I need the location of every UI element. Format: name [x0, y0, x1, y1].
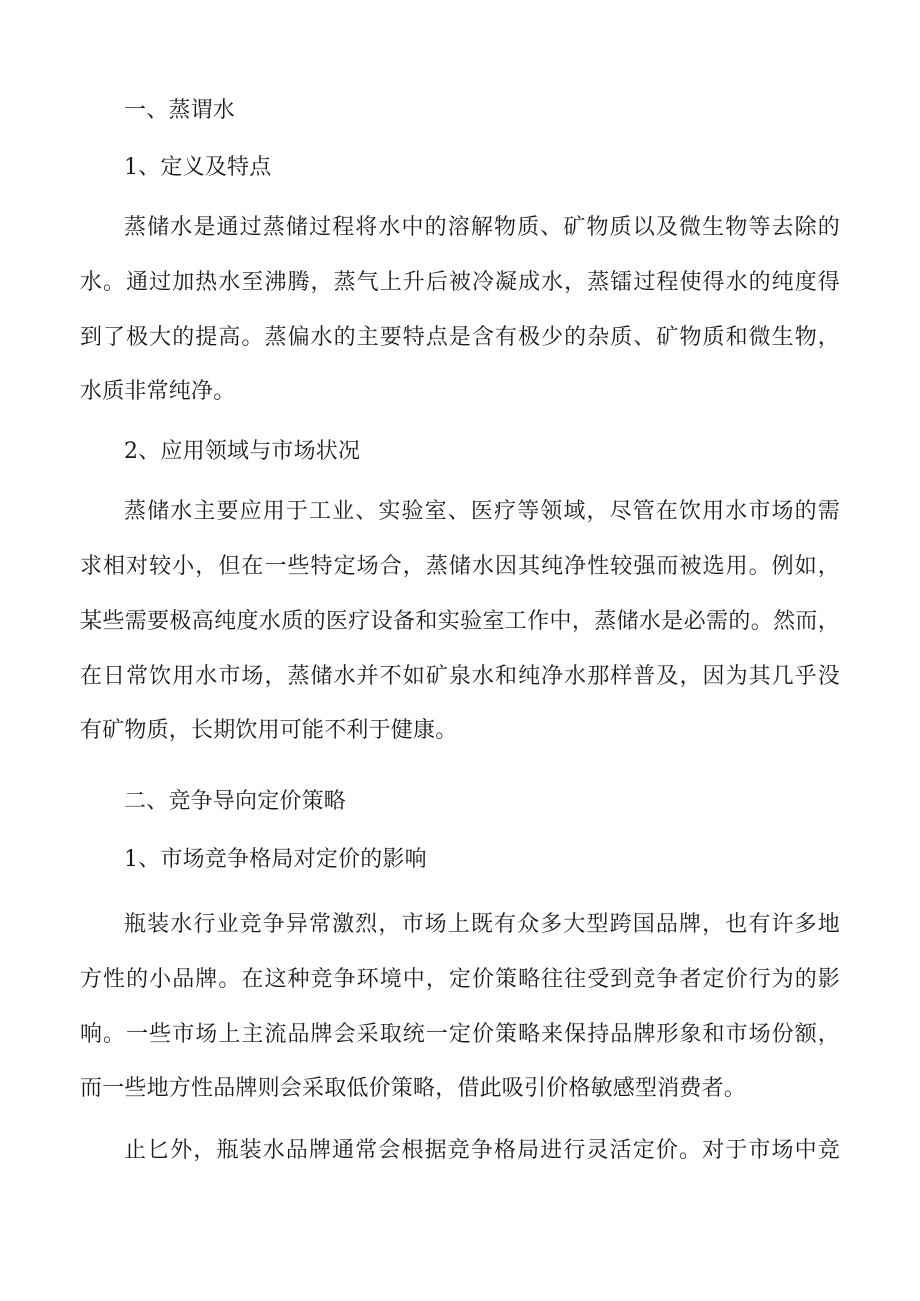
subsection-1-1-heading: 1、定义及特点	[124, 155, 272, 180]
paragraph-1-2-line-2: 求相对较小，但在一些特定场合，蒸储水因其纯净性较强而被选用。例如，	[80, 554, 840, 579]
subsection-1-2-heading: 2、应用领域与市场状况	[124, 439, 361, 464]
paragraph-1-2-line-5: 有矿物质，长期饮用可能不利于健康。	[80, 718, 458, 743]
paragraph-1-2-line-4: 在日常饮用水市场，蒸储水并不如矿泉水和纯净水那样普及，因为其几乎没	[80, 664, 840, 689]
subsection-2-1-heading: 1、市场竞争格局对定价的影响	[124, 847, 427, 872]
paragraph-1-1-line-3: 到了极大的提高。蒸偏水的主要特点是含有极少的杂质、矿物质和微生物，	[80, 325, 840, 350]
paragraph-2-1-line-3: 响。一些市场上主流品牌会采取统一定价策略来保持品牌形象和市场份额，	[80, 1022, 840, 1047]
paragraph-1-1-line-1: 蒸储水是通过蒸储过程将水中的溶解物质、矿物质以及微生物等去除的	[124, 215, 840, 240]
section-1-heading: 一、蒸谓水	[124, 98, 236, 123]
paragraph-2-1-line-4: 而一些地方性品牌则会采取低价策略，借此吸引价格敏感型消费者。	[80, 1076, 747, 1101]
paragraph-1-2-line-3: 某些需要极高纯度水质的医疗设备和实验室工作中，蒸储水是必需的。然而，	[80, 609, 840, 634]
paragraph-2-1-line-2: 方性的小品牌。在这种竞争环境中，定价策略往往受到竞争者定价行为的影	[80, 967, 840, 992]
paragraph-2-1-line-1: 瓶装水行业竞争异常激烈，市场上既有众多大型跨国品牌，也有许多地	[124, 912, 840, 937]
paragraph-1-1-line-2: 水。通过加热水至沸腾，蒸气上升后被冷凝成水，蒸镭过程使得水的纯度得	[80, 270, 840, 295]
section-2-heading: 二、竞争导向定价策略	[124, 789, 347, 814]
paragraph-2-2-line-1: 止匕外，瓶装水品牌通常会根据竞争格局进行灵活定价。对于市场中竞	[124, 1138, 840, 1163]
paragraph-1-2-line-1: 蒸储水主要应用于工业、实验室、医疗等领域，尽管在饮用水市场的需	[124, 499, 840, 524]
paragraph-1-1-line-4: 水质非常纯净。	[80, 379, 236, 404]
